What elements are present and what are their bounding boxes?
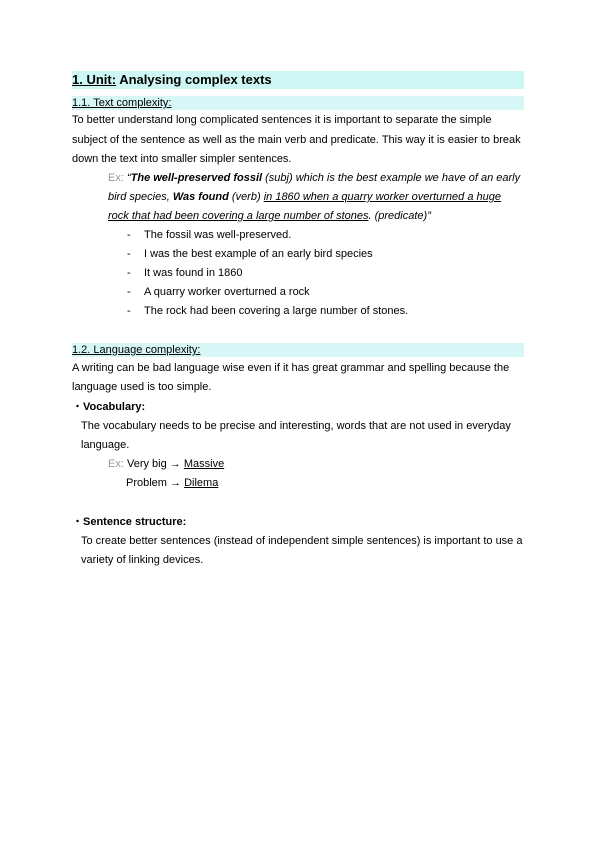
unit-number: 1. Unit: xyxy=(72,72,117,87)
arrow-icon: → xyxy=(169,458,181,470)
list-marker: - xyxy=(127,267,131,279)
list-item xyxy=(127,247,373,261)
vocabulary-text-line-2: language. xyxy=(81,439,130,451)
list-item-text: The fossil was well-preserved. xyxy=(144,229,292,241)
vocabulary-example-label: Ex: xyxy=(108,458,124,470)
vocabulary-heading: ・Vocabulary: xyxy=(72,401,146,413)
word-from: Problem xyxy=(126,477,167,489)
open-quote: “ xyxy=(126,172,131,184)
list-item-text: The rock had been covering a large number of stones. xyxy=(144,305,409,317)
list-item xyxy=(127,228,291,242)
list-item-text: I was the best example of an early bird species xyxy=(144,248,373,260)
list-marker: - xyxy=(127,305,131,317)
vocabulary-text-line-1: The vocabulary needs to be precise and interesting, words that are not used in everyday xyxy=(81,420,511,432)
list-marker: - xyxy=(127,248,131,260)
word-to: Dilema xyxy=(184,477,219,489)
list-item-text: It was found in 1860 xyxy=(144,267,243,279)
vocabulary-example-1 xyxy=(108,457,224,471)
section-1-paragraph-line-2: subject of the sentence as well as the main verb and predicate. This way it is easier to break xyxy=(72,134,521,146)
list-item-text: A quarry worker overturned a rock xyxy=(144,286,310,298)
subject-tag: (subj) xyxy=(265,172,293,184)
verb-tag: (verb) xyxy=(231,191,261,203)
example-label: Ex: xyxy=(108,172,124,184)
example-line-1 xyxy=(108,171,520,185)
section-1-paragraph-line-3: down the text into smaller simpler sentences. xyxy=(72,153,292,165)
section-1-title: 1.1. Text complexity: xyxy=(72,96,524,110)
sentence-structure-text-line-1: To create better sentences (instead of independent simple sentences) is important to use a xyxy=(81,535,523,547)
unit-heading xyxy=(72,71,524,89)
example-subject: The well-preserved fossil xyxy=(130,172,263,184)
example-line-2 xyxy=(108,190,501,204)
list-marker: - xyxy=(127,229,131,241)
example-line-2-start: bird species, xyxy=(108,191,170,203)
list-item xyxy=(127,304,408,318)
word-to: Massive xyxy=(183,458,225,470)
section-2-paragraph-line-2: language used is too simple. xyxy=(72,381,212,393)
list-item xyxy=(127,266,242,280)
word-from: Very big xyxy=(126,458,167,470)
example-line-3 xyxy=(108,209,431,223)
predicate-tag: . (predicate)” xyxy=(368,210,431,222)
example-verb: Was found xyxy=(172,191,229,203)
unit-title-text: Analysing complex texts xyxy=(119,72,272,87)
section-2-paragraph-line-1: A writing can be bad language wise even if it has great grammar and spelling because the xyxy=(72,362,510,374)
sentence-structure-heading: ・Sentence structure: xyxy=(72,516,187,528)
section-1-paragraph-line-1: To better understand long complicated sentences it is important to separate the simple xyxy=(72,114,492,126)
vocabulary-example-2 xyxy=(126,476,218,490)
section-2-title: 1.2. Language complexity: xyxy=(72,343,524,357)
list-item xyxy=(127,285,310,299)
arrow-icon: → xyxy=(170,477,182,489)
example-line-1-rest: which is the best example we have of an early xyxy=(295,172,521,184)
example-predicate-part-1: in 1860 when a quarry worker overturned a huge xyxy=(263,191,501,203)
sentence-structure-text-line-2: variety of linking devices. xyxy=(81,554,204,566)
example-predicate-part-2: rock that had been covering a large number of stones xyxy=(108,210,369,222)
list-marker: - xyxy=(127,286,131,298)
